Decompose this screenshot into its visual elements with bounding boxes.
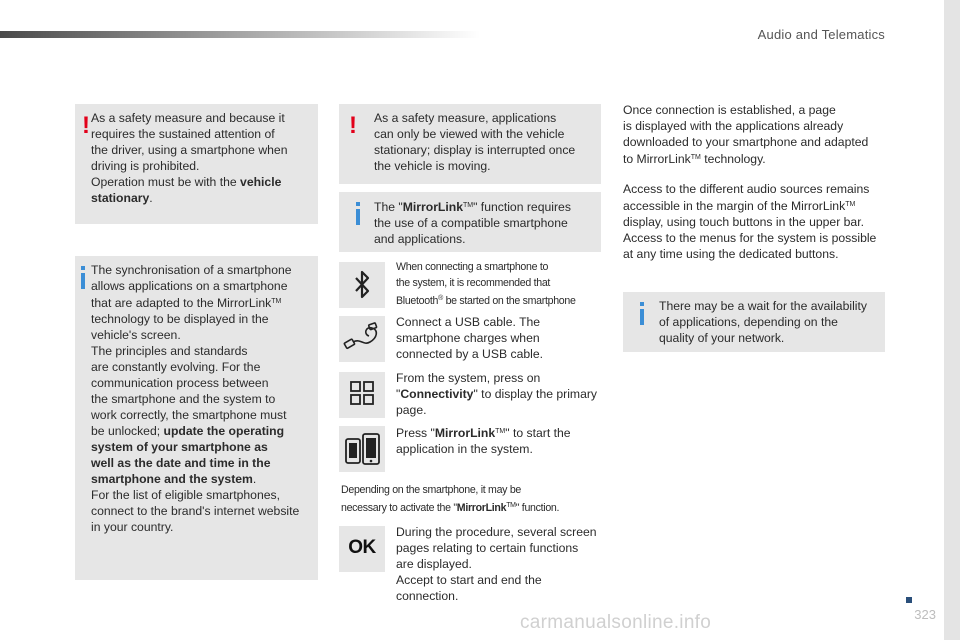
text: " [396, 387, 401, 401]
paragraph-line: is displayed with the applications already [623, 119, 844, 133]
note-line: Depending on the smartphone, it may be [341, 484, 521, 496]
info-text [91, 262, 315, 535]
header-gradient-bar [0, 31, 480, 38]
step-line: connected by a USB cable. [396, 347, 544, 361]
info-text [659, 298, 883, 346]
connection-established-paragraph [623, 102, 893, 167]
text: that are adapted to the MirrorLink [91, 296, 272, 310]
registered-mark: ® [438, 295, 443, 302]
text: The " [374, 200, 403, 214]
step-line: connection. [396, 589, 459, 603]
info-text [374, 198, 598, 247]
info-line: work correctly, the smartphone must [91, 408, 287, 422]
trademark: TM [495, 428, 506, 435]
note-line [341, 498, 606, 516]
text: " to start the [505, 426, 571, 440]
ok-step-text [396, 524, 606, 604]
connectivity-icon-box [339, 372, 385, 418]
mirrorlink-phones-icon [339, 426, 385, 472]
info-line [91, 439, 315, 455]
step-line: Accept to start and end the [396, 573, 542, 587]
warning-line: stationary; display is interrupted once [374, 143, 576, 157]
ok-button-icon: OK [348, 537, 376, 558]
info-line: There may be a wait for the availability [659, 299, 867, 313]
page-edge-tab [944, 0, 960, 640]
step-line: are displayed. [396, 557, 472, 571]
warning-line: As a safety measure, applications [374, 111, 557, 125]
bold-text: stationary [91, 191, 150, 205]
text: accessible in the margin of the MirrorLink [623, 199, 846, 213]
warning-line [91, 174, 313, 190]
bluetooth-icon [339, 262, 385, 308]
warning-text [91, 110, 313, 206]
exclamation-icon: ! [349, 112, 357, 139]
warning-box-driving [75, 104, 318, 224]
bold-text: smartphone and the system [91, 472, 253, 486]
info-line: of applications, depending on the [659, 315, 838, 329]
step-line [396, 291, 606, 309]
step-line: When connecting a smartphone to [396, 261, 549, 273]
paragraph-line [623, 197, 898, 214]
info-line: For the list of eligible smartphones, [91, 488, 280, 502]
audio-sources-paragraph [623, 181, 898, 262]
info-line [91, 423, 315, 439]
connectivity-grid-icon [339, 372, 385, 418]
info-line: vehicle's screen. [91, 328, 181, 342]
mirrorlink-step-text [396, 424, 606, 457]
exclamation-icon: ! [82, 112, 90, 139]
bold-text: MirrorLink [434, 426, 496, 440]
warning-line: can only be viewed with the vehicle [374, 127, 565, 141]
info-line [91, 294, 315, 311]
ok-icon-box [339, 526, 385, 572]
trademark: TM [462, 202, 474, 209]
bold-text: MirrorLink [456, 502, 507, 514]
warning-box-stationary [339, 104, 601, 184]
paragraph-line: Access to the different audio sources remains [623, 182, 870, 196]
info-line: are constantly evolving. For the [91, 360, 261, 374]
usb-cable-icon-box [339, 316, 385, 362]
watermark: carmanualsonline.info [520, 612, 712, 633]
text: technology. [700, 152, 766, 166]
step-line: application in the system. [396, 442, 533, 456]
page-marker [906, 597, 912, 603]
paragraph-line: Once connection is established, a page [623, 103, 836, 117]
warning-line: the vehicle is moving. [374, 159, 491, 173]
warning-line: the driver, using a smartphone when [91, 143, 288, 157]
usb-cable-icon [339, 316, 385, 362]
info-line: the smartphone and the system to [91, 392, 276, 406]
step-line: smartphone charges when [396, 331, 540, 345]
bold-text: update the operating [163, 424, 285, 438]
text: " function. [515, 502, 560, 514]
text: " function requires [473, 200, 571, 214]
text: necessary to activate the " [341, 502, 457, 514]
bold-text: well as the date and time in the [91, 456, 271, 470]
step-line: Connect a USB cable. The [396, 315, 541, 329]
info-icon [81, 266, 85, 289]
bold-text: Connectivity [400, 387, 474, 401]
step-line [396, 424, 606, 441]
info-icon [640, 302, 644, 325]
warning-line: driving is prohibited. [91, 159, 200, 173]
depending-note [341, 482, 606, 516]
info-line: in your country. [91, 520, 174, 534]
info-line: communication process between [91, 376, 269, 390]
info-line: and applications. [374, 232, 466, 246]
info-icon [356, 202, 360, 225]
info-line [374, 198, 598, 215]
info-line: connect to the brand's internet website [91, 504, 300, 518]
bluetooth-step-text [396, 259, 606, 309]
paragraph-line [623, 150, 893, 167]
info-box-synchronisation [75, 256, 318, 580]
text: be unlocked; [91, 424, 164, 438]
paragraph-line: Access to the menus for the system is possible [623, 231, 877, 245]
info-line: quality of your network. [659, 331, 785, 345]
step-line: page. [396, 403, 427, 417]
info-box-network [623, 292, 885, 352]
warning-line: requires the sustained attention of [91, 127, 275, 141]
info-line [91, 455, 315, 471]
warning-line [91, 190, 313, 206]
info-line [91, 471, 315, 487]
info-line: technology to be displayed in the [91, 312, 269, 326]
paragraph-line: at any time using the dedicated buttons. [623, 247, 839, 261]
step-line [396, 386, 606, 402]
info-line: The synchronisation of a smartphone [91, 263, 292, 277]
warning-line: As a safety measure and because it [91, 111, 285, 125]
paragraph-line: display, using touch buttons in the upper bar. [623, 215, 864, 229]
step-line: During the procedure, several screen [396, 525, 597, 539]
section-title: Audio and Telematics [757, 27, 885, 42]
bluetooth-icon-box [339, 262, 385, 308]
text: Operation must be with the [91, 175, 241, 189]
paragraph-line: downloaded to your smartphone and adapted [623, 135, 869, 149]
mirrorlink-icon-box [339, 426, 385, 472]
bold-text: MirrorLink [402, 200, 463, 214]
bold-text: system of your smartphone as [91, 440, 268, 454]
info-line: The principles and standards [91, 344, 248, 358]
page-number: 323 [914, 607, 936, 622]
trademark: TM [845, 201, 856, 208]
step-line: pages relating to certain functions [396, 541, 579, 555]
text: be started on the smartphone [442, 295, 576, 307]
trademark: TM [690, 154, 701, 161]
trademark: TM [271, 298, 282, 305]
text: Press " [396, 426, 435, 440]
trademark: TM [506, 502, 516, 509]
text: Bluetooth [396, 295, 439, 307]
step-line: the system, it is recommended that [396, 277, 551, 289]
text: . [252, 472, 257, 486]
text: to MirrorLink [623, 152, 691, 166]
warning-text [374, 110, 598, 174]
connectivity-step-text [396, 370, 606, 418]
usb-step-text [396, 314, 606, 362]
bold-text: vehicle [240, 175, 282, 189]
text: " to display the primary [473, 387, 598, 401]
info-box-compatible [339, 192, 601, 252]
info-line: allows applications on a smartphone [91, 279, 288, 293]
text: . [149, 191, 153, 205]
info-line: the use of a compatible smartphone [374, 216, 568, 230]
step-line: From the system, press on [396, 371, 541, 385]
